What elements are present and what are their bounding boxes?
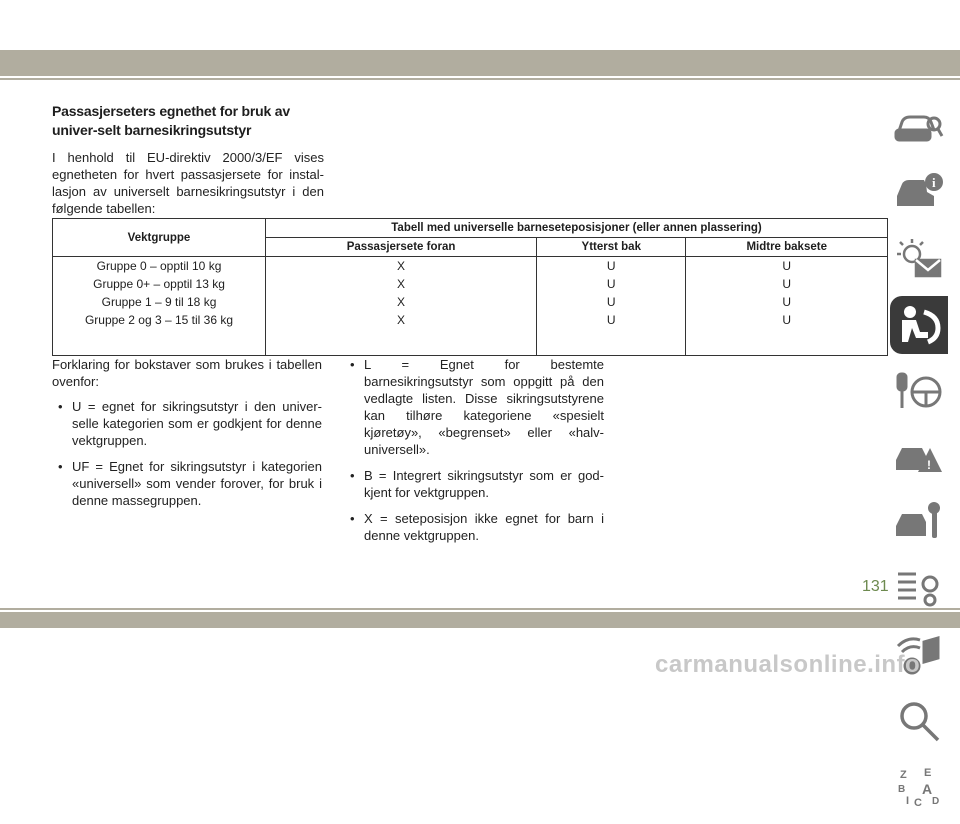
table-row — [53, 275, 888, 293]
cell-value: U — [686, 311, 888, 356]
bullet-dot: • — [58, 399, 63, 414]
svg-text:E: E — [924, 767, 932, 779]
row-group-label: Gruppe 2 og 3 – 15 til 36 kg — [53, 311, 266, 356]
car-search-icon[interactable] — [890, 98, 948, 156]
cell-value: U — [537, 275, 686, 293]
legend-intro: Forklaring for bokstaver som brukes i tabellen ovenfor: — [52, 357, 322, 389]
cell-value: X — [266, 257, 537, 276]
legend-text: L = Egnet for bestemte barnesikringsutstyr som oppgitt på den vedlagte listen. Disse sikringsutstyrene kan tilhøre kategoriene «spesielt kjøretøy», «begrenset» eller «halv-universell». — [364, 357, 604, 457]
car-info-icon[interactable] — [890, 164, 948, 222]
cell-value: X — [266, 311, 537, 356]
index-letters-icon[interactable] — [890, 758, 948, 816]
header-weight-group: Vektgruppe — [53, 219, 266, 257]
car-service-icon[interactable] — [890, 494, 948, 552]
intro-paragraph: I henhold til EU-direktiv 2000/3/EF vises egnetheten for hvert passasjersete for instal-lasjon av universelt barnesikringsutstyr i den følgende tabellen: — [52, 150, 324, 216]
legend-right-column — [344, 356, 604, 553]
legend-text: X = seteposisjon ikke egnet for barn i denne vektgruppen. — [364, 511, 604, 543]
table-row — [53, 293, 888, 311]
bullet-dot: • — [350, 357, 355, 372]
legend-item-l — [344, 356, 604, 458]
bullet-dot: • — [58, 459, 63, 474]
header-table-title: Tabell med universelle barneseteposisjoner (eller annen plassering) — [266, 219, 888, 238]
dashboard-lights-icon[interactable] — [890, 230, 948, 288]
cell-value: X — [266, 293, 537, 311]
legend-text: UF = Egnet for sikringsutstyr i kategorien «universell» som vender forover, for bruk i denne massegruppen. — [72, 459, 322, 508]
table-row — [53, 257, 888, 276]
svg-text:Z: Z — [900, 769, 907, 781]
legend-item-b — [344, 467, 604, 501]
chapter-sidebar — [890, 98, 948, 824]
cell-value: U — [686, 257, 888, 276]
car-warning-icon[interactable] — [890, 428, 948, 486]
page-number: 131 — [862, 578, 889, 595]
section-heading: Passasjerseters egnethet for bruk av univer-selt barnesikringsutstyr — [52, 103, 290, 138]
svg-text:i: i — [932, 175, 936, 190]
cell-value: X — [266, 275, 537, 293]
svg-text:D: D — [932, 796, 940, 807]
row-group-label: Gruppe 0+ – opptil 13 kg — [53, 275, 266, 293]
bullet-dot: • — [350, 511, 355, 526]
legend-item-u — [52, 398, 322, 449]
legend-text: U = egnet for sikringsutstyr i den univer-selle kategorien som er godkjent for denne vektgruppen. — [72, 399, 322, 448]
svg-text:A: A — [922, 781, 933, 797]
seat-suitability-table — [52, 218, 888, 356]
top-band — [0, 50, 960, 76]
header-middle-rear: Midtre baksete — [686, 238, 888, 257]
watermark: carmanualsonline.info — [655, 651, 921, 678]
legend-left-column — [52, 356, 322, 518]
cell-value: U — [686, 275, 888, 293]
row-group-label: Gruppe 0 – opptil 10 kg — [53, 257, 266, 276]
cell-value: U — [686, 293, 888, 311]
cell-value: U — [537, 311, 686, 356]
legend-text: B = Integrert sikringsutstyr som er god-kjent for vektgruppen. — [364, 468, 604, 500]
table-row — [53, 311, 888, 356]
cell-value: U — [537, 257, 686, 276]
svg-text:!: ! — [927, 458, 931, 472]
legend-item-uf — [52, 458, 322, 509]
top-divider — [0, 78, 960, 80]
svg-text:B: B — [898, 784, 906, 795]
key-steering-icon[interactable] — [890, 362, 948, 420]
bottom-divider — [0, 608, 960, 610]
row-group-label: Gruppe 1 – 9 til 18 kg — [53, 293, 266, 311]
header-front-passenger: Passasjersete foran — [266, 238, 537, 257]
search-icon[interactable] — [890, 692, 948, 750]
bottom-band — [0, 612, 960, 628]
legend-item-x — [344, 510, 604, 544]
safety-occupant-icon[interactable] — [890, 296, 948, 354]
svg-text:I: I — [906, 795, 910, 807]
bullet-dot: • — [350, 468, 355, 483]
svg-text:C: C — [914, 797, 922, 809]
cell-value: U — [537, 293, 686, 311]
header-outer-rear: Ytterst bak — [537, 238, 686, 257]
